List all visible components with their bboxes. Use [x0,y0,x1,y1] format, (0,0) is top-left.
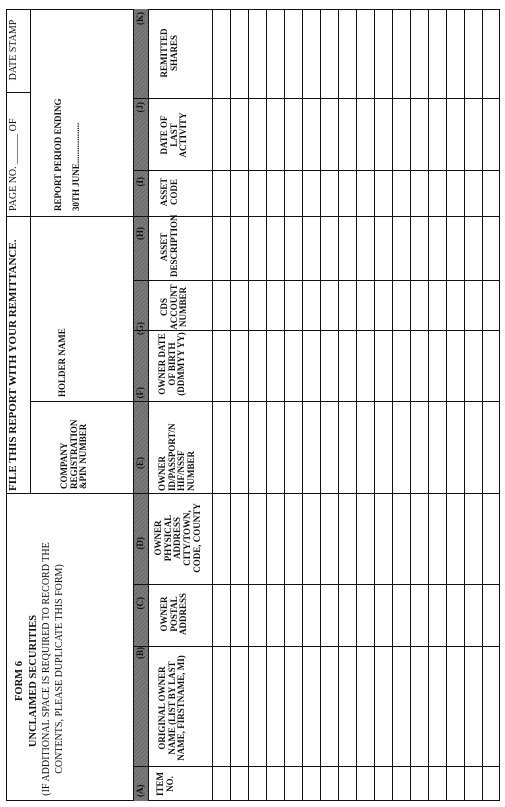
instruction-line-1: (IF ADDITIONAL SPACE IS REQUIRED TO RECORD THE [41,542,52,796]
page-number-field[interactable]: ______ [8,133,19,164]
col-code-g: (G) [135,322,145,335]
form-number: FORM 6 [14,661,25,701]
col-divider-d [133,493,500,494]
table-row-line [230,9,231,801]
col-code-c: (C) [135,597,145,610]
report-period-divider [30,216,148,217]
col-label-owner-postal-address: OWNER POSTAL ADDRESS [159,593,189,636]
col-divider-i [133,170,500,171]
col-divider-g [133,280,500,281]
col-label-owner-id: OWNER ID/PASSPORT/N HIF/NSSF NUMBER [157,423,197,491]
band-top-line [133,9,134,801]
table-row-line [482,9,483,801]
table-row-line [464,9,465,801]
report-period-line-2: 30TH JUNE.................. [71,122,81,211]
table-row-line [266,9,267,801]
col-code-d: (D) [135,537,145,550]
report-period-line-1: REPORT PERIOD ENDING [53,98,63,211]
band-bottom-line [148,9,149,801]
col-divider-h [133,216,500,217]
col-code-h: (H) [135,227,145,240]
col-label-remitted-shares: REMITTED SHARES [159,28,179,78]
title-divider [6,493,148,494]
of-label: OF [8,118,19,132]
col-label-date-last-activity: DATE OF LAST ACTIVITY [159,112,189,158]
col-label-owner-physical-address: OWNER PHYSICAL ADDRESS CITY/TOWN, CODE, COUNTY [153,503,202,573]
col-label-cds-account: CDS ACCOUNT NUMBER [159,284,189,330]
table-row-line [248,9,249,801]
col-divider-b [133,646,500,647]
table-row-line [302,9,303,801]
page-divider-left [6,216,30,217]
page-label: PAGE NO. [8,166,19,211]
table-row-line [320,9,321,801]
col-code-i: (I) [135,177,145,187]
col-label-asset-code: ASSET CODE [159,177,179,207]
col-code-e: (E) [135,457,145,469]
table-row-line [338,9,339,801]
top-row-line [30,9,31,494]
col-label-item-no: ITEM NO. [155,772,175,797]
col-code-b: (B) [135,647,145,659]
col-code-k: (K) [135,12,145,25]
col-divider-j [133,98,500,99]
company-registration-label: COMPANY REGISTRATION &PIN NUMBER [59,419,89,489]
col-divider-a [133,766,500,767]
col-code-j: (J) [135,102,145,113]
form-title: UNCLAIMED SECURITIES [28,614,39,748]
col-divider-f [133,330,500,331]
col-label-owner-dob: OWNER DATE OF BIRTH (DDMMYY YY) [157,332,187,396]
file-notice: FILE THIS REPORT WITH YOUR REMITTANCE. [7,239,19,491]
col-divider-c [133,584,500,585]
company-divider [30,401,148,402]
page-divider-right [6,92,30,93]
col-label-original-owner-name: ORIGINAL OWNER NAME (LIST BY LAST NAME, FIRSTNAME, MI) [157,655,187,761]
header-bottom-line [212,9,213,801]
table-row-line [356,9,357,801]
table-row-line [284,9,285,801]
table-row-line [428,9,429,801]
col-divider-e [133,401,500,402]
col-code-a: (A) [135,784,145,797]
table-row-line [446,9,447,801]
instruction-line-2: CONTENTS, PLEASE DUPLICATE THIS FORM) [54,564,65,774]
date-stamp-label: DATE STAMP [8,19,19,81]
table-row-line [374,9,375,801]
table-row-line [392,9,393,801]
col-code-f: (F) [135,387,145,399]
col-label-asset-description: ASSET DESCRIPTION [159,214,179,277]
holder-name-label: HOLDER NAME [57,328,67,397]
table-row-line [410,9,411,801]
